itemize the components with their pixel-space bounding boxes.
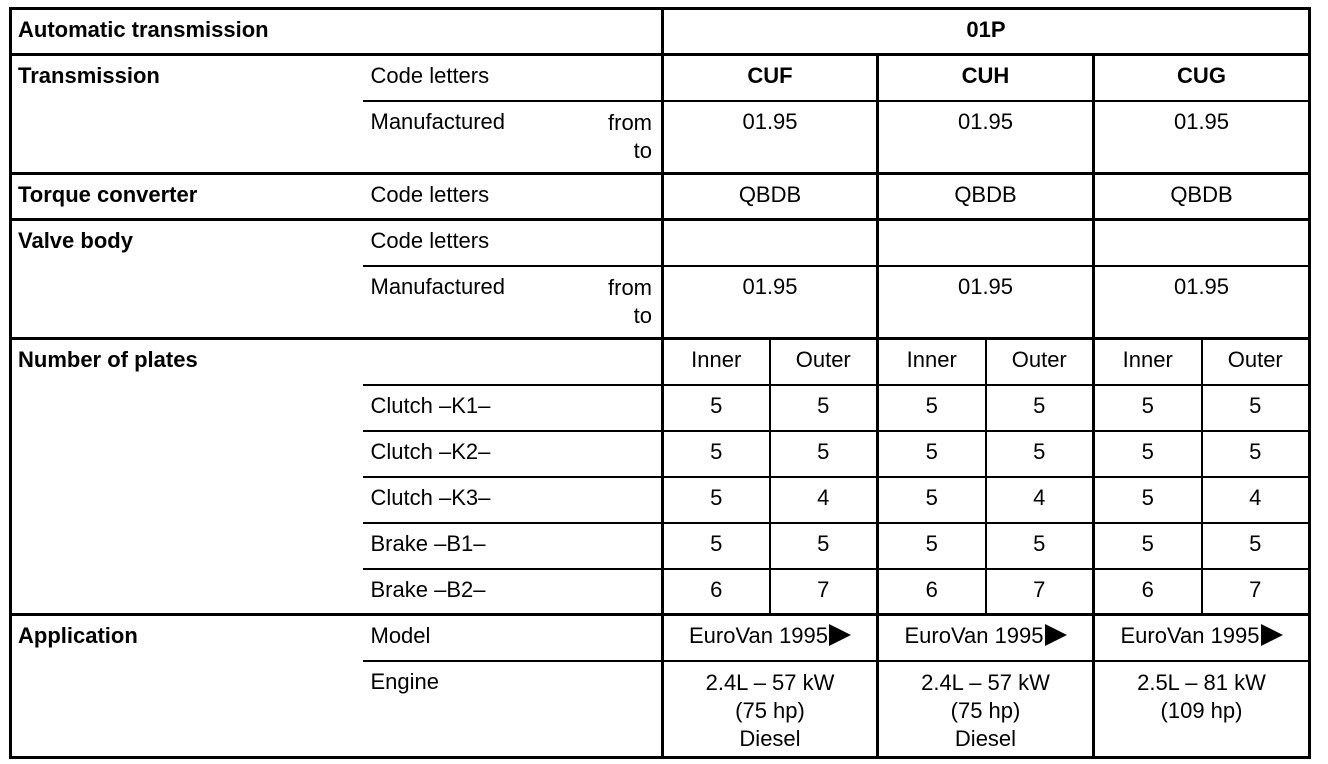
engine-output: 2.4L – 57 kW <box>705 669 835 695</box>
section-transmission: Transmission <box>11 55 363 174</box>
plate-count: 5 <box>878 385 986 431</box>
engine-label: Engine <box>363 661 663 758</box>
plate-row-label: Clutch –K1– <box>363 385 663 431</box>
code-letters-label: Code letters <box>363 55 663 101</box>
arrow-right-icon <box>829 624 851 646</box>
torque-converter-code: QBDB <box>878 174 1094 220</box>
plate-count: 5 <box>770 385 878 431</box>
outer-header: Outer <box>770 339 878 385</box>
plate-count: 4 <box>1202 477 1310 523</box>
section-number-of-plates: Number of plates <box>11 339 363 615</box>
plate-count: 5 <box>1094 477 1202 523</box>
model-label: Model <box>363 615 663 661</box>
plate-count: 5 <box>770 431 878 477</box>
section-application: Application <box>11 615 363 758</box>
torque-converter-code: QBDB <box>663 174 878 220</box>
engine-output: 2.5L – 81 kW <box>1137 669 1266 695</box>
model-cell <box>1094 615 1310 661</box>
arrow-right-icon <box>1045 624 1067 646</box>
engine-cell <box>878 661 1094 758</box>
engine-cell <box>1094 661 1310 758</box>
plate-count: 5 <box>986 385 1094 431</box>
transmission-code: CUF <box>663 55 878 101</box>
engine-hp: (109 hp) <box>1160 697 1243 723</box>
valve-body-date: 01.95 <box>1094 266 1310 339</box>
plate-count: 5 <box>1094 385 1202 431</box>
transmission-code: CUG <box>1094 55 1310 101</box>
engine-fuel: Diesel <box>739 725 801 751</box>
valve-body-date: 01.95 <box>663 266 878 339</box>
manufactured-cell <box>363 266 663 339</box>
plate-count: 5 <box>770 523 878 569</box>
manufactured-label: Manufactured <box>370 108 506 134</box>
plate-row-label: Brake –B1– <box>363 523 663 569</box>
plate-count: 5 <box>663 477 770 523</box>
manufactured-date: 01.95 <box>1094 101 1310 174</box>
code-letters-label: Code letters <box>363 220 663 266</box>
plate-count: 5 <box>663 431 770 477</box>
plate-count: 6 <box>878 569 986 615</box>
valve-body-code <box>663 220 878 266</box>
manufactured-label: Manufactured <box>370 273 506 299</box>
plate-count: 5 <box>878 431 986 477</box>
plate-count: 5 <box>1094 523 1202 569</box>
engine-output: 2.4L – 57 kW <box>921 669 1050 695</box>
from-label: from <box>608 109 652 135</box>
manufactured-date: 01.95 <box>878 101 1094 174</box>
plates-header-spacer <box>363 339 663 385</box>
plate-count: 5 <box>986 523 1094 569</box>
engine-hp: (75 hp) <box>735 697 805 723</box>
arrow-right-icon <box>1261 624 1283 646</box>
model-cell <box>878 615 1094 661</box>
plate-count: 7 <box>986 569 1094 615</box>
engine-fuel: Diesel <box>954 725 1017 751</box>
manufactured-date: 01.95 <box>663 101 878 174</box>
model-name: EuroVan 1995 <box>904 623 1044 648</box>
transmission-code: CUH <box>878 55 1094 101</box>
plate-row-label: Brake –B2– <box>363 569 663 615</box>
section-torque-converter: Torque converter <box>11 174 363 220</box>
plate-count: 5 <box>663 523 770 569</box>
plate-count: 7 <box>770 569 878 615</box>
to-label: to <box>633 302 652 328</box>
plate-row-label: Clutch –K3– <box>363 477 663 523</box>
plate-count: 5 <box>663 385 770 431</box>
outer-header: Outer <box>1202 339 1310 385</box>
inner-header: Inner <box>1094 339 1202 385</box>
plate-count: 6 <box>1094 569 1202 615</box>
transmission-type-code: 01P <box>663 9 1310 55</box>
model-name: EuroVan 1995 <box>688 623 829 648</box>
transmission-spec-table <box>9 7 1311 759</box>
plate-count: 5 <box>1202 523 1310 569</box>
plate-count: 6 <box>663 569 770 615</box>
section-valve-body: Valve body <box>11 220 363 339</box>
plate-count: 5 <box>1202 385 1310 431</box>
to-label: to <box>633 137 652 163</box>
torque-converter-code: QBDB <box>1094 174 1310 220</box>
plate-count: 5 <box>878 477 986 523</box>
valve-body-date: 01.95 <box>878 266 1094 339</box>
plate-count: 5 <box>1202 431 1310 477</box>
plate-count: 5 <box>1094 431 1202 477</box>
plate-row-label: Clutch –K2– <box>363 431 663 477</box>
plate-count: 4 <box>770 477 878 523</box>
outer-header: Outer <box>986 339 1094 385</box>
valve-body-code <box>1094 220 1310 266</box>
plate-count: 5 <box>878 523 986 569</box>
plate-count: 5 <box>986 431 1094 477</box>
model-cell <box>663 615 878 661</box>
manufactured-cell <box>363 101 663 174</box>
model-name: EuroVan 1995 <box>1120 623 1260 648</box>
engine-hp: (75 hp) <box>950 697 1021 723</box>
code-letters-label: Code letters <box>363 174 663 220</box>
inner-header: Inner <box>878 339 986 385</box>
engine-cell <box>663 661 878 758</box>
from-label: from <box>608 274 652 300</box>
table-title: Automatic transmission <box>18 17 269 42</box>
valve-body-code <box>878 220 1094 266</box>
inner-header: Inner <box>663 339 770 385</box>
plate-count: 7 <box>1202 569 1310 615</box>
plate-count: 4 <box>986 477 1094 523</box>
